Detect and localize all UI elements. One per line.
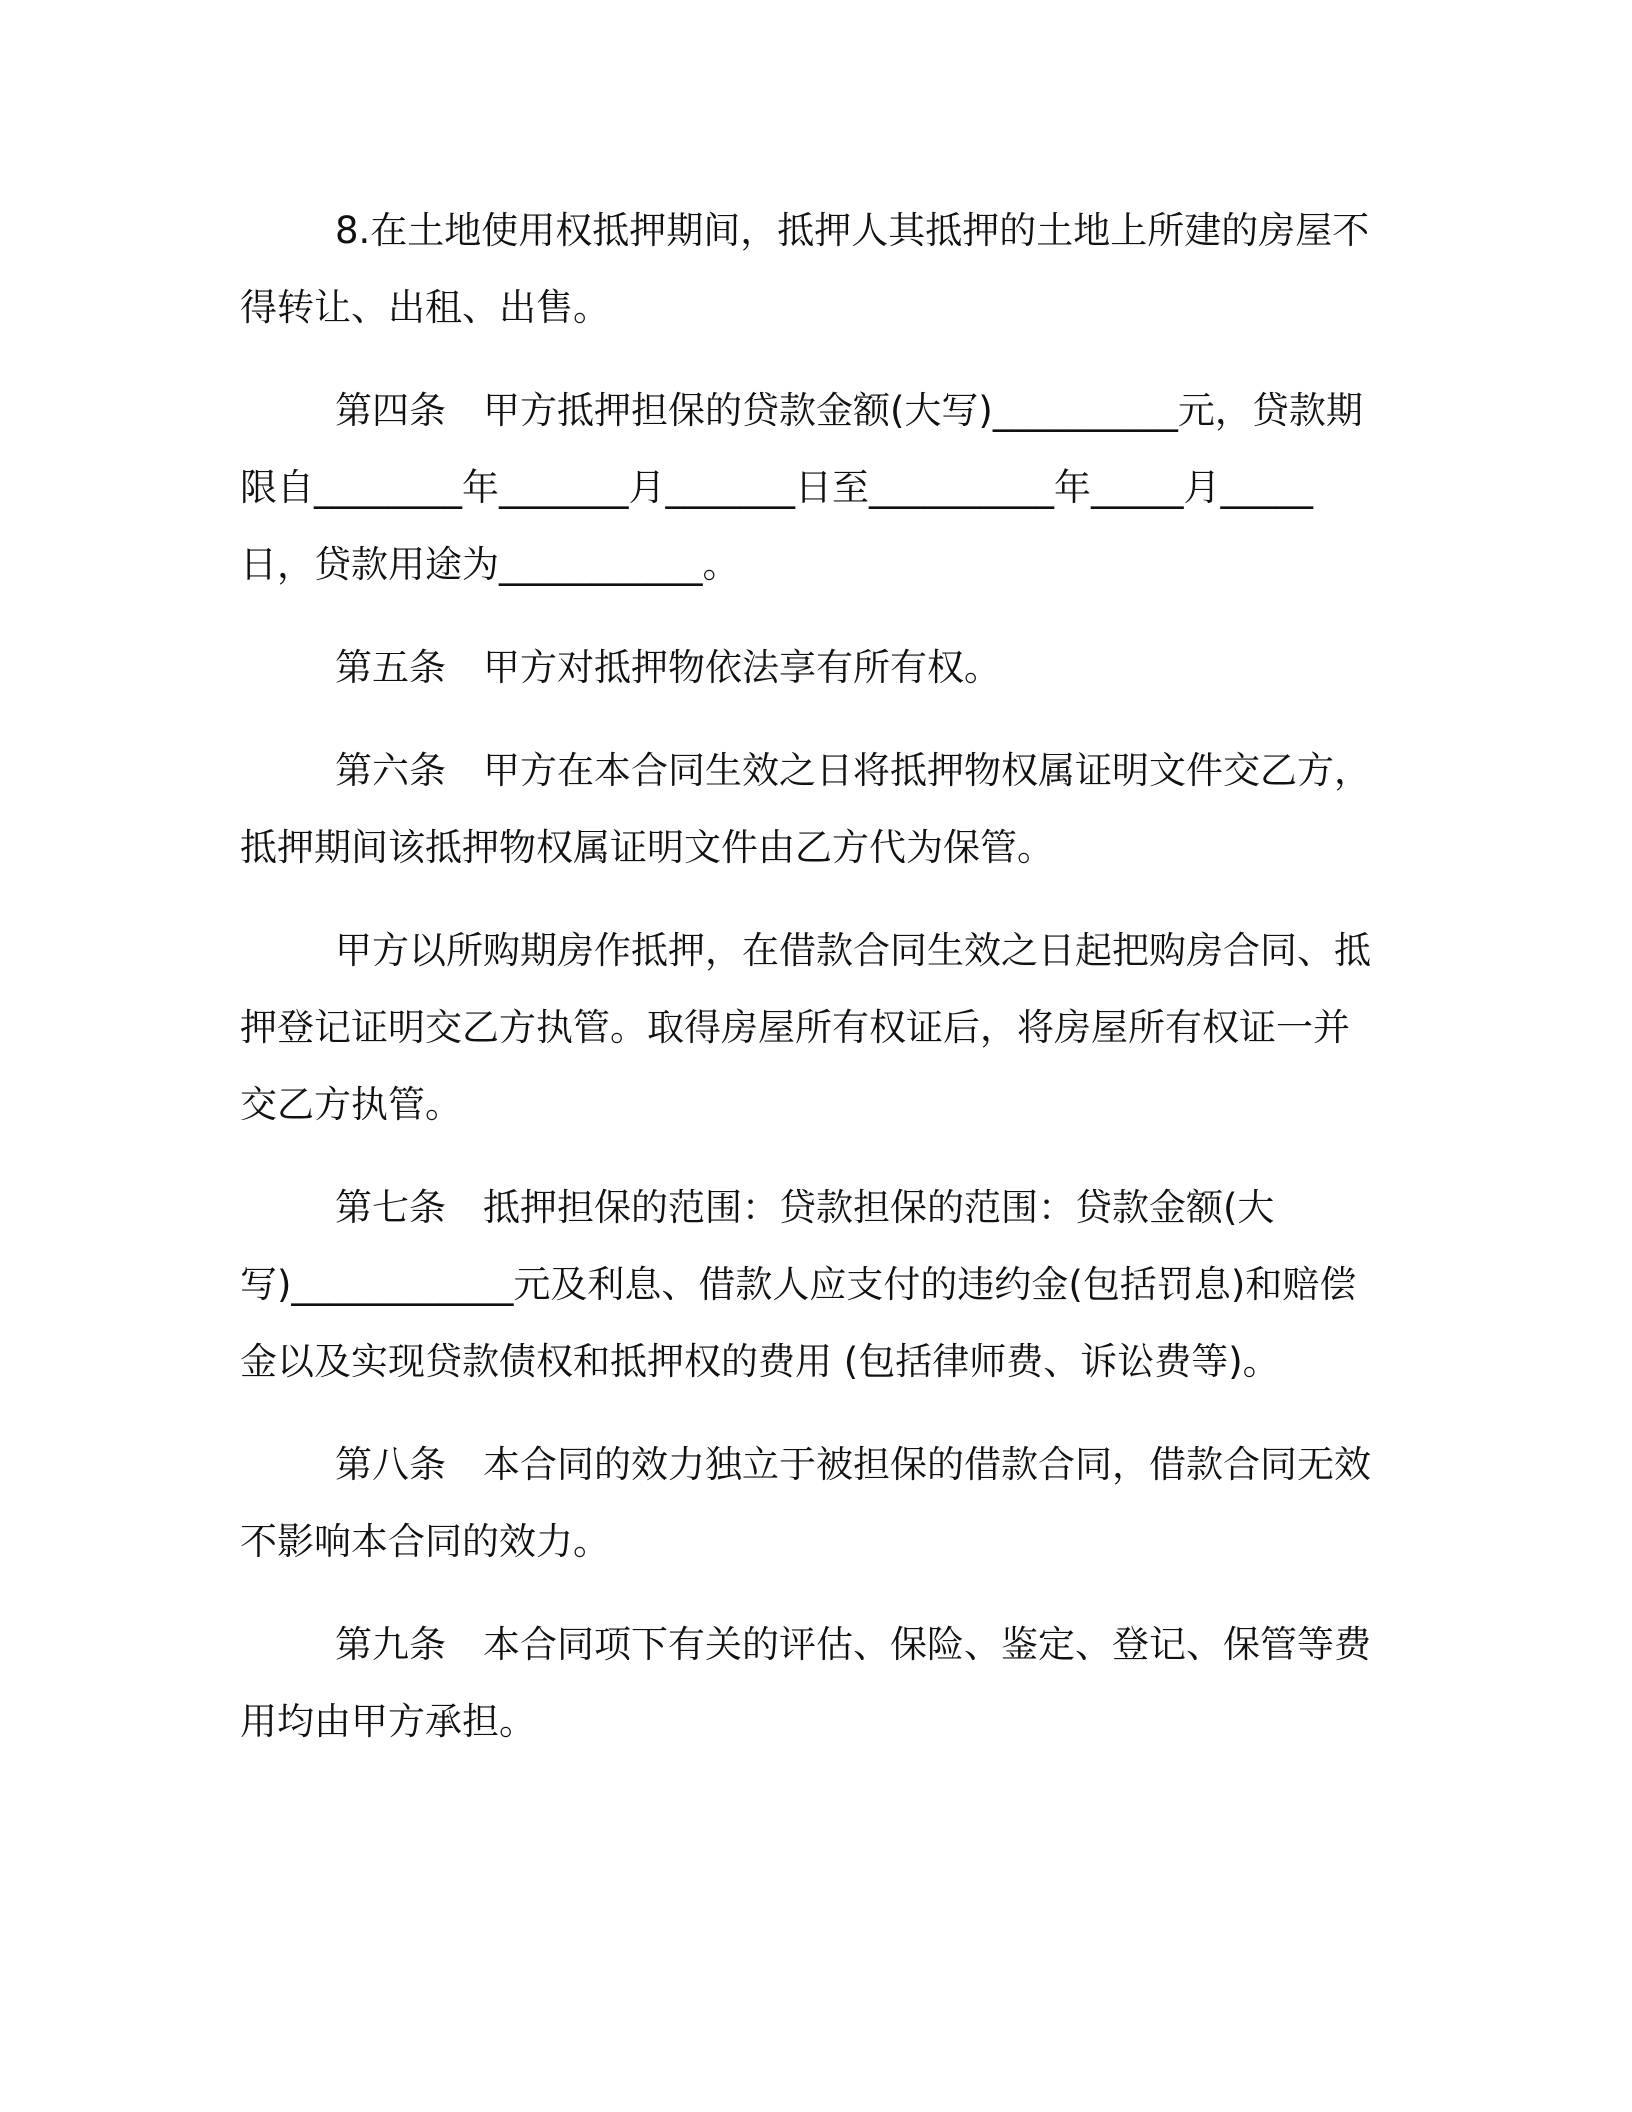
clause-5-ownership: 第五条 甲方对抵押物依法享有所有权。 (335, 646, 1001, 689)
clause-6-title-documents: 第六条 甲方在本合同生效之日将抵押物权属证明文件交乙方，抵押期间该抵押物权属证明文件由乙方代为保管。 (240, 749, 1371, 869)
clause-6-off-plan-housing: 甲方以所购期房作抵押，在借款合同生效之日起把购房合同、抵押登记证明交乙方执管。取得房屋所有权证后，将房屋所有权证一并交乙方执管。 (240, 929, 1371, 1126)
document-page (240, 192, 1380, 1786)
clause-9-fees: 第九条 本合同项下有关的评估、保险、鉴定、登记、保管等费用均由甲方承担。 (240, 1623, 1371, 1743)
clause-4-loan-amount: 第四条 甲方抵押担保的贷款金额(大写)__________元，贷款期限自________年_______月_______日至__________年_____月_____日，贷款用途为___________。 (240, 389, 1363, 586)
clause-3-item-8: 8.在土地使用权抵押期间，抵押人其抵押的土地上所建的房屋不得转让、出租、出售。 (240, 209, 1370, 329)
clause-8-independence: 第八条 本合同的效力独立于被担保的借款合同，借款合同无效不影响本合同的效力。 (240, 1443, 1371, 1563)
clause-7-guarantee-scope: 第七条 抵押担保的范围：贷款担保的范围：贷款金额(大写)____________元及利息、借款人应支付的违约金(包括罚息)和赔偿金以及实现贷款债权和抵押权的费用 (包括律师费、诉讼费等)。 (240, 1186, 1357, 1383)
